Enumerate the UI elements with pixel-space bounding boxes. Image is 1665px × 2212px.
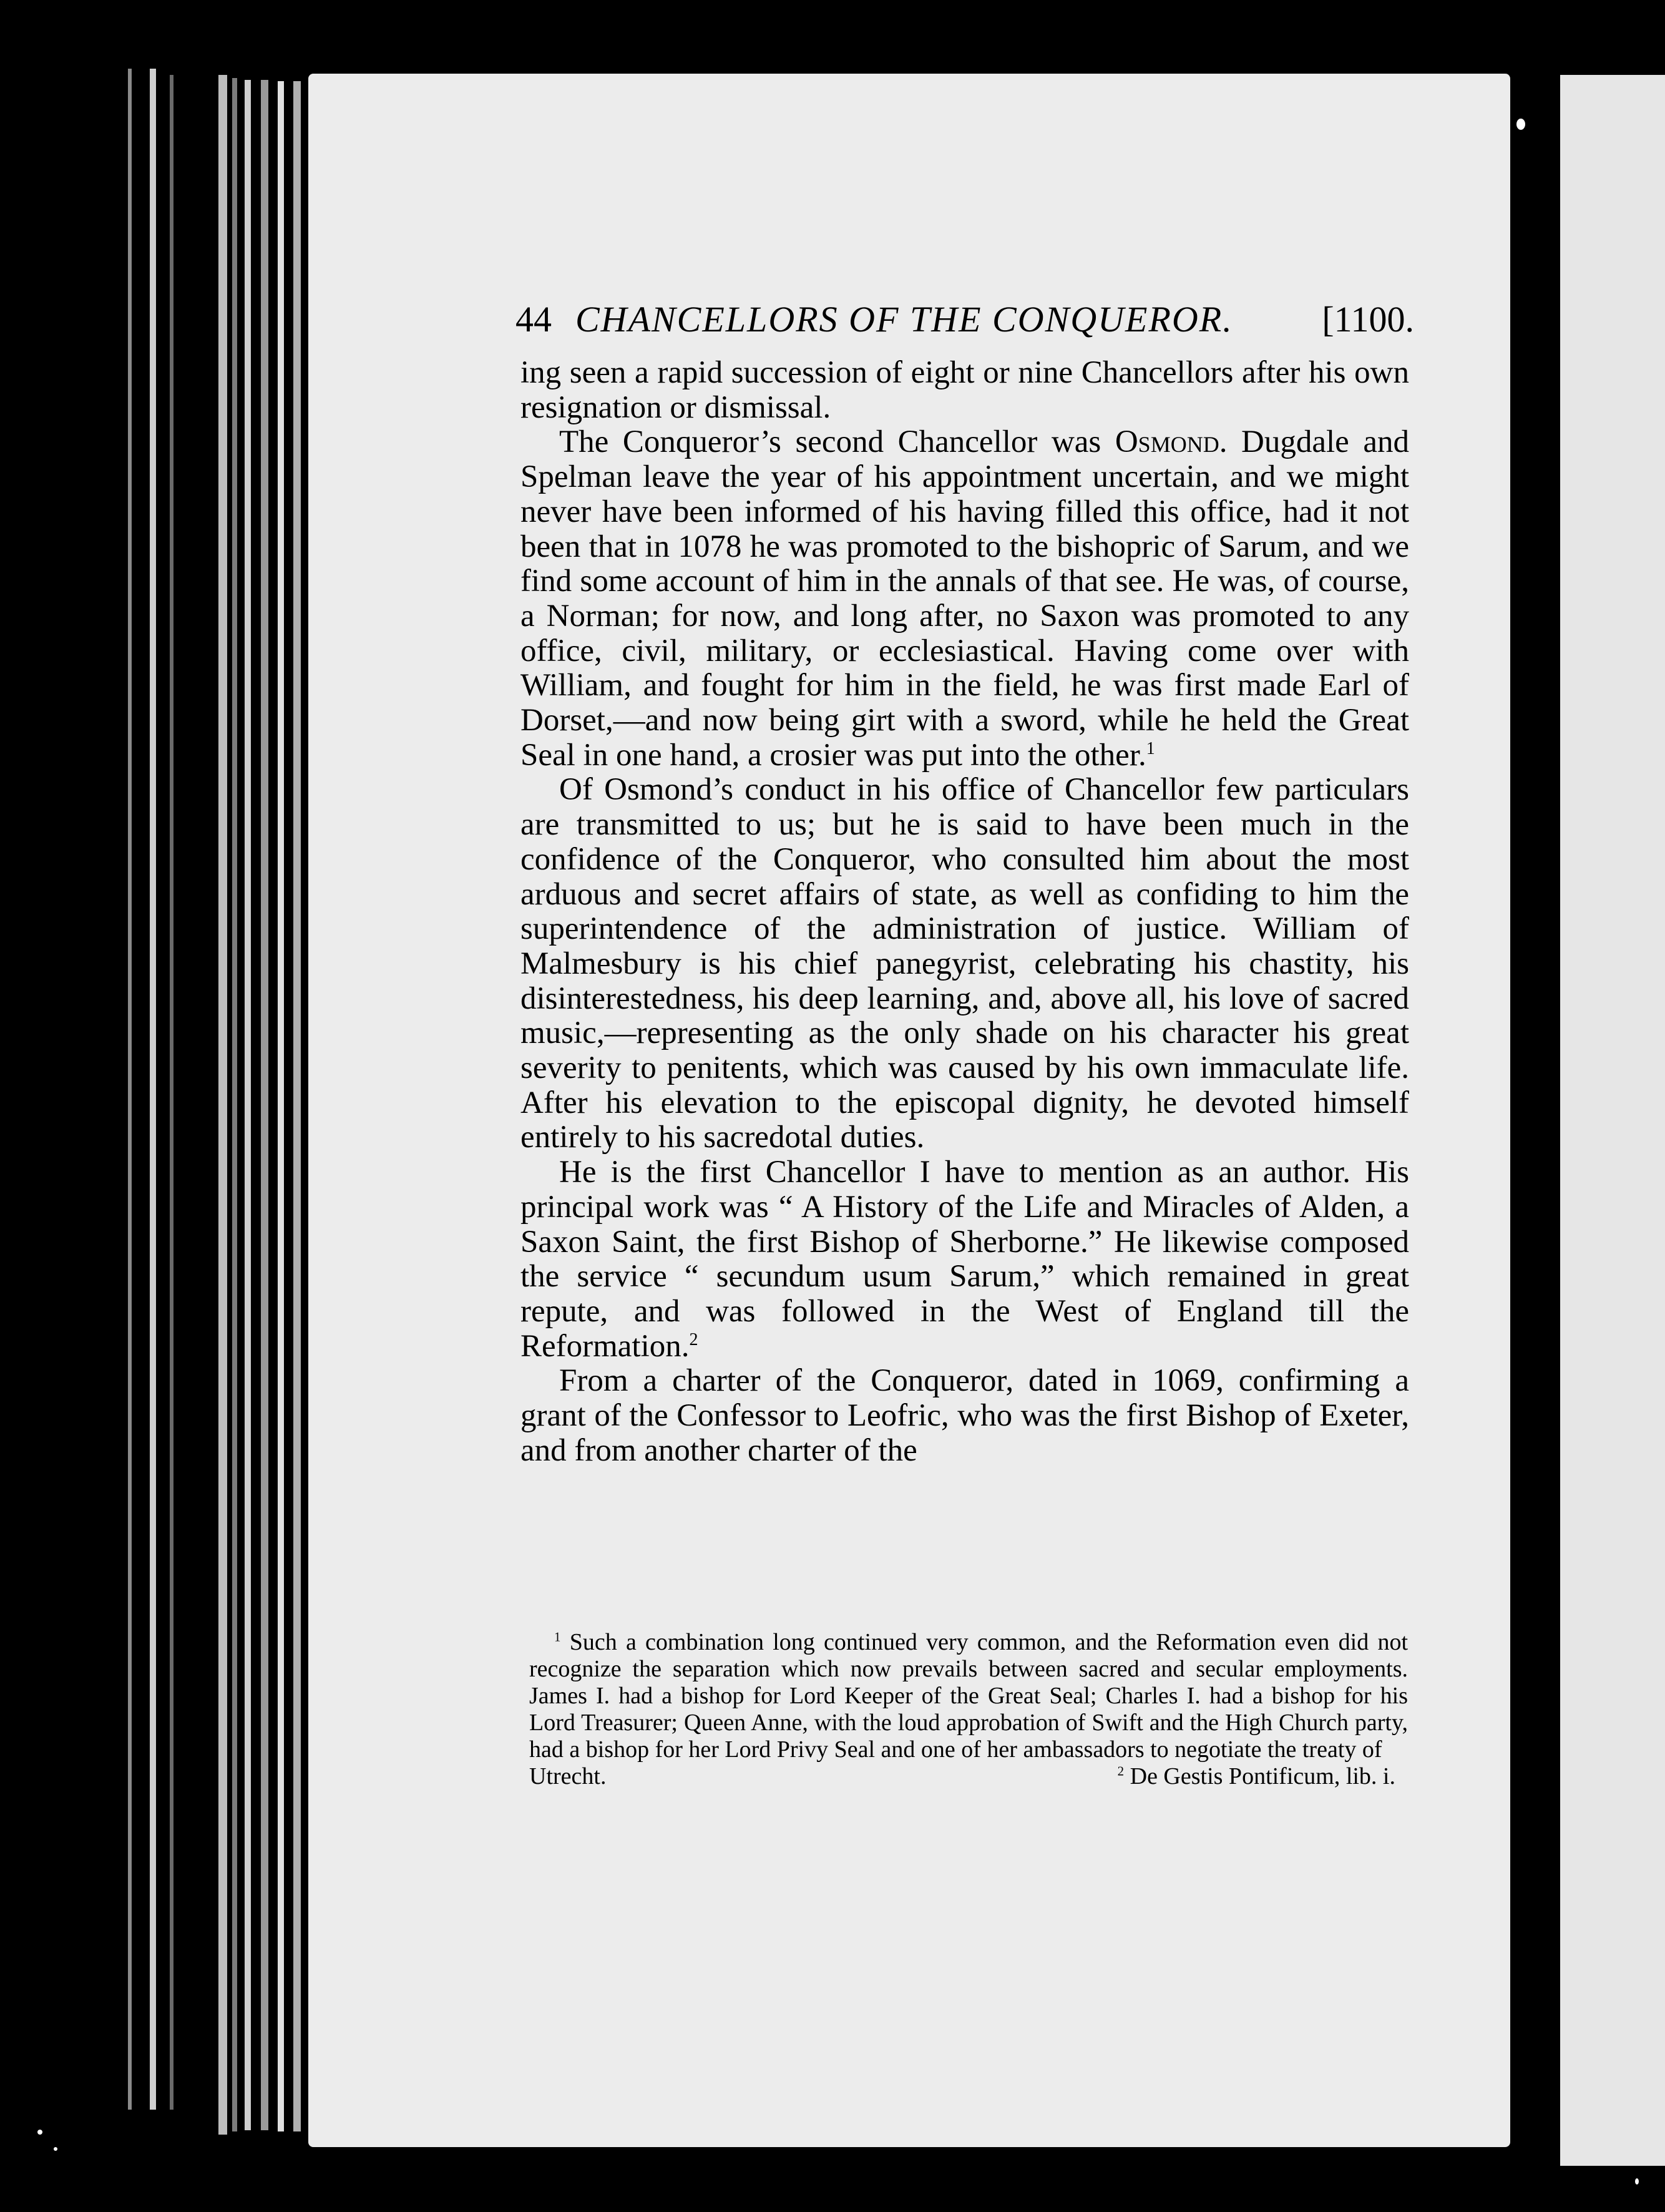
page-edge — [245, 80, 251, 2130]
running-title: CHANCELLORS OF THE CONQUEROR. — [575, 299, 1233, 340]
page-edge — [278, 81, 284, 2131]
paragraph — [520, 425, 1409, 773]
page-edge — [128, 69, 132, 2110]
page-edge — [293, 81, 301, 2131]
scan-speck — [37, 2130, 42, 2135]
scan-speck — [54, 2147, 57, 2151]
footnote-mark: 2 — [1117, 1763, 1125, 1779]
scan-speck — [1516, 119, 1525, 130]
page-number: 44 — [515, 299, 552, 340]
page-edge — [261, 80, 268, 2130]
text-span: The Conqueror’s second Chancellor was — [559, 424, 1115, 460]
header-year: [1100. — [1322, 299, 1414, 340]
footnote-1 — [529, 1629, 1408, 1763]
page-edge — [232, 78, 237, 2131]
facing-page-edge — [1560, 75, 1665, 2166]
footnote-line — [529, 1763, 1408, 1790]
main-text — [520, 356, 1409, 1469]
footnote-ref: 1 — [1146, 738, 1155, 758]
footnotes — [529, 1629, 1408, 1790]
scan-speck — [1635, 2178, 1639, 2185]
chancellor-name: Osmond — [1115, 424, 1219, 460]
paragraph: ing seen a rapid succession of eight or nine Chancellors after his own resignation or dismissal. — [520, 355, 1409, 425]
page-edge — [170, 75, 173, 2110]
text-span: . Dugdale and Spelman leave the year of his appointment uncertain, and we might never have been informed of his having filled this office, had it not been that in 1078 he was promoted to the bishopric of Sarum, and we find some account of him in the annals of that see. He was, of course, a Norman; for now, and long after, no Saxon was promoted to any office, civil, military, or ecclesiastical. Having come over with William, and fought for him in the field, he was first made Earl of Dorset,—and now being girt with a sword, while he held the Great Seal in one hand, a crosier was put into the other. — [520, 424, 1409, 773]
footnote-mark: 1 — [554, 1629, 561, 1645]
footnote-text: Such a combination long continued very common, and the Reformation even did not recognize the separation which now prevails between sacred and secular employments. James I. had a bishop for Lord Keeper of the Great Seal; Charles I. had a bishop for his Lord Treasurer; Queen Anne, with the loud approbation of Swift and the High Church party, had a bishop for her Lord Privy Seal and one of her ambassadors to negotiate the treaty of — [529, 1629, 1409, 1763]
paragraph — [520, 1155, 1409, 1364]
footnote-text: De Gestis Pontificum, lib. i. — [1130, 1763, 1395, 1789]
footnote-ref: 2 — [689, 1329, 698, 1349]
page-edge — [150, 69, 156, 2110]
page-edge — [218, 75, 227, 2135]
running-header — [515, 298, 1414, 348]
text-span: He is the first Chancellor I have to mention as an author. His principal work was “ A History of the Life and Miracles of Alden, a Saxon Saint, the first Bishop of Sherborne.” He likewise composed the service “ secundum usum Sarum,” which remained in great repute, and was followed in the West of England till the Reformation. — [520, 1155, 1409, 1364]
footnote-2 — [1118, 1763, 1395, 1790]
paragraph: Of Osmond’s conduct in his office of Chancellor few particulars are transmitted to us; but he is said to have been much in the confidence of the Conqueror, who consulted him about the most arduous and secret affairs of state, as well as confiding to him the superintendence of the administration of justice. William of Malmesbury is his chief panegyrist, celebrating his chastity, his disinterestedness, his deep learning, and, above all, his love of sacred music,—representing as the only shade on his character his great severity to penitents, which was caused by his own immaculate life. After his elevation to the episcopal dignity, he devoted himself entirely to his sacredotal duties. — [520, 772, 1409, 1155]
paragraph: From a charter of the Conqueror, dated in 1069, confirming a grant of the Confessor to Leofric, who was the first Bishop of Exeter, and from another charter of the — [520, 1363, 1409, 1468]
footnote-text: Utrecht. — [529, 1763, 607, 1789]
